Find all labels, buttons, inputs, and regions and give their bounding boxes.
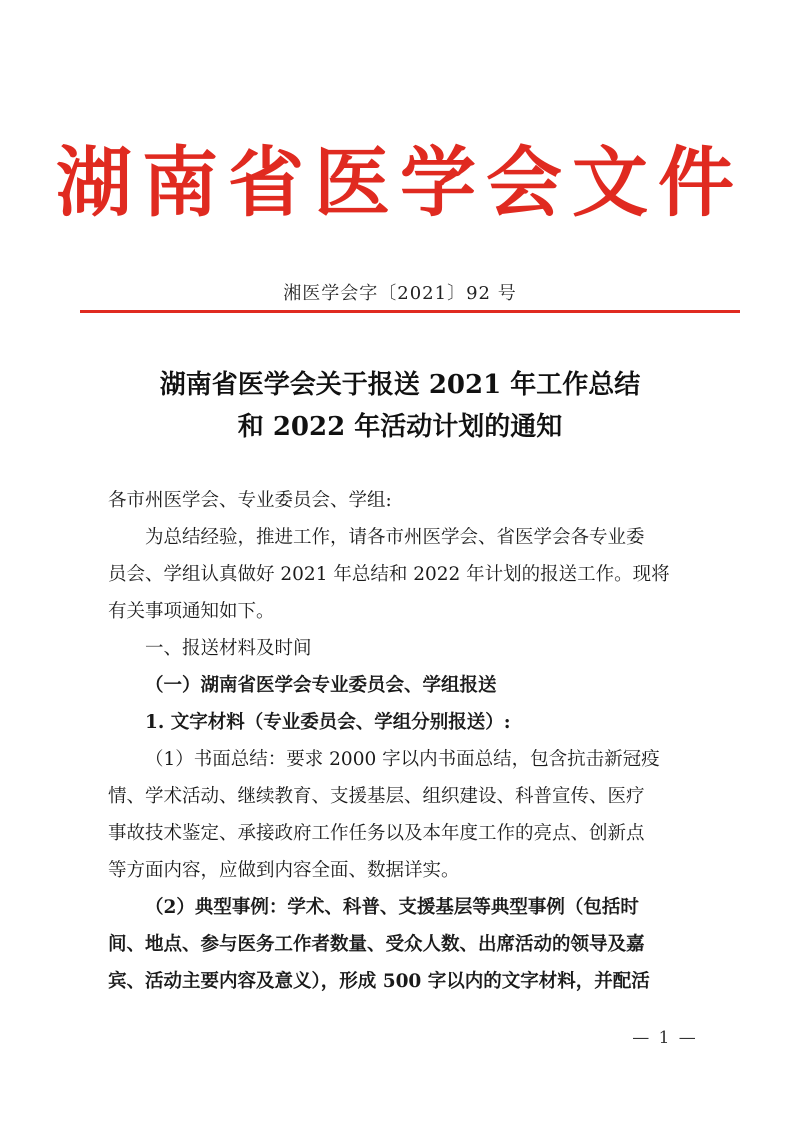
paragraph-line: （1）书面总结：要求 2000 字以内书面总结，包含抗击新冠疫 [145,749,660,770]
notice-title-line-2: 和 2022 年活动计划的通知 [237,412,563,442]
intro-paragraph-line: 员会、学组认真做好 2021 年总结和 2022 年计划的报送工作。现将 [108,564,670,585]
notice-title [0,364,800,448]
bold-paragraph-line: （2）典型事例：学术、科普、支援基层等典型事例（包括时 [145,897,639,918]
paragraph-line: 等方面内容，应做到内容全面、数据详实。 [108,860,460,881]
page-number: — 1 — [632,1028,698,1048]
item-heading: 1. 文字材料（专业委员会、学组分别报送）: [145,712,511,733]
notice-title-line-1: 湖南省医学会关于报送 2021 年工作总结 [159,370,641,400]
red-divider-line [80,310,740,313]
section-heading: 一、报送材料及时间 [145,638,312,659]
document-body [108,482,698,1000]
salutation: 各市州医学会、专业委员会、学组: [108,490,392,511]
intro-paragraph-line: 有关事项通知如下。 [108,601,275,622]
document-number: 湘医学会字〔2021〕92 号 [283,283,517,304]
bold-paragraph-line: 宾、活动主要内容及意义），形成 500 字以内的文字材料，并配活 [108,971,650,992]
subsection-heading: （一）湖南省医学会专业委员会、学组报送 [145,675,497,696]
paragraph-line: 情、学术活动、继续教育、支援基层、组织建设、科普宣传、医疗 [108,786,645,807]
paragraph-line: 事故技术鉴定、承接政府工作任务以及本年度工作的亮点、创新点 [108,823,645,844]
masthead-title: 湖南省医学会文件 [56,138,744,227]
intro-paragraph-line: 为总结经验，推进工作，请各市州医学会、省医学会各专业委 [145,527,645,548]
bold-paragraph-line: 间、地点、参与医务工作者数量、受众人数、出席活动的领导及嘉 [108,934,645,955]
